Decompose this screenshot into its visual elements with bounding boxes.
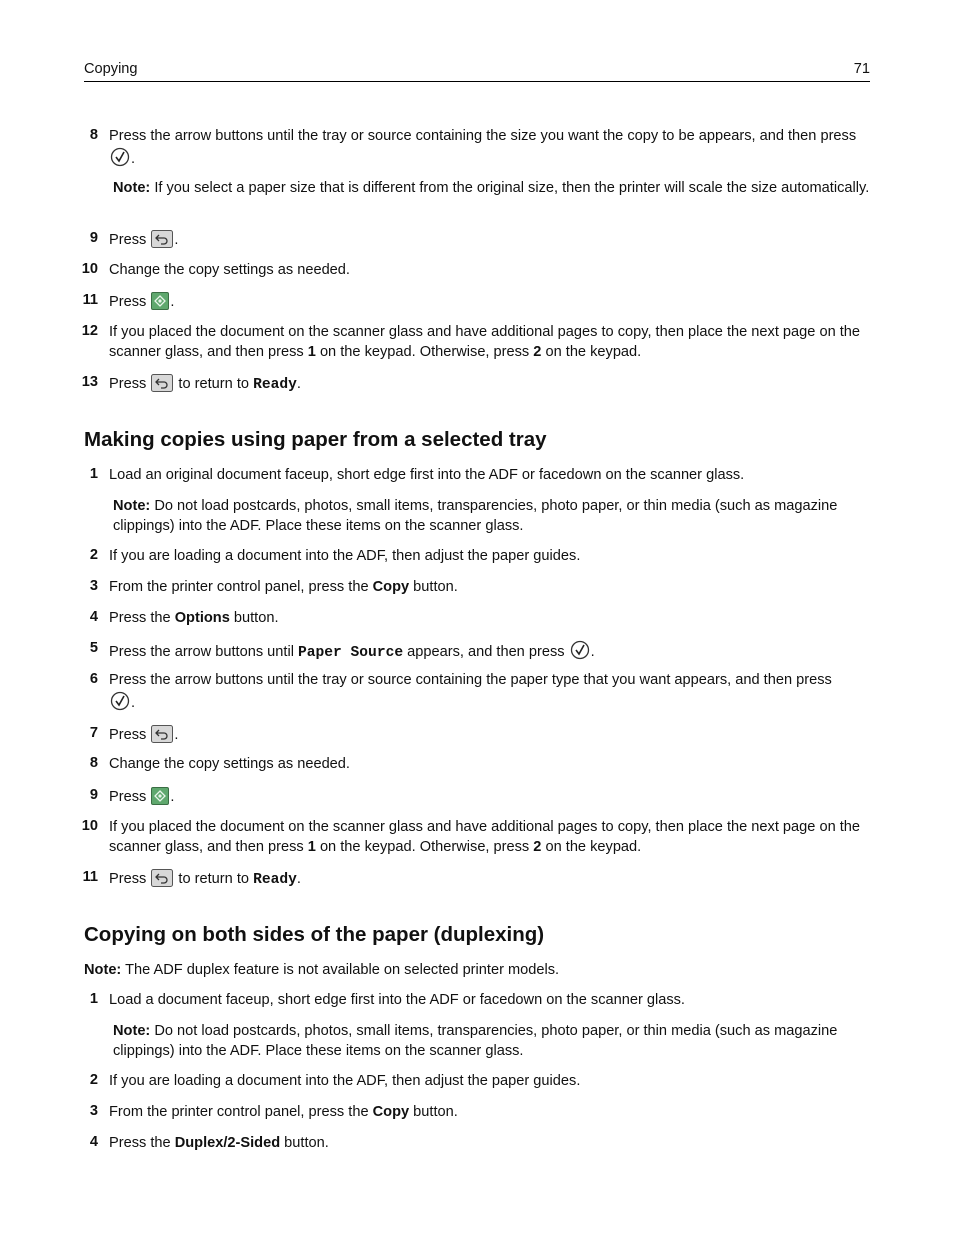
checkmark-circle-icon <box>110 691 130 711</box>
green-start-button-icon <box>151 292 169 310</box>
note: Note: If you select a paper size that is different from the original size, then the printer will scale the size automatically. <box>113 180 870 196</box>
checkmark-circle-icon <box>110 147 130 167</box>
back-arrow-button-icon <box>151 230 173 248</box>
note: Note: The ADF duplex feature is not available on selected printer models. <box>84 962 560 978</box>
running-head: Copying <box>84 61 138 77</box>
section-heading-selected-tray: Making copies using paper from a selected tray <box>84 428 547 451</box>
section-heading-duplexing: Copying on both sides of the paper (duplexing) <box>84 923 545 946</box>
page-header <box>84 61 870 82</box>
note: Note: Do not load postcards, photos, small items, transparencies, photo paper, or thin media (such as magazine clippings) into the ADF. Place these items on the scanner glass. <box>113 1023 838 1059</box>
back-arrow-button-icon <box>151 725 173 743</box>
back-arrow-button-icon <box>151 374 173 392</box>
checkmark-circle-icon <box>570 640 590 660</box>
back-arrow-button-icon <box>151 869 173 887</box>
page-number: 71 <box>853 61 870 77</box>
green-start-button-icon <box>151 787 169 805</box>
note: Note: Do not load postcards, photos, small items, transparencies, photo paper, or thin media (such as magazine clippings) into the ADF. Place these items on the scanner glass. <box>113 498 838 534</box>
